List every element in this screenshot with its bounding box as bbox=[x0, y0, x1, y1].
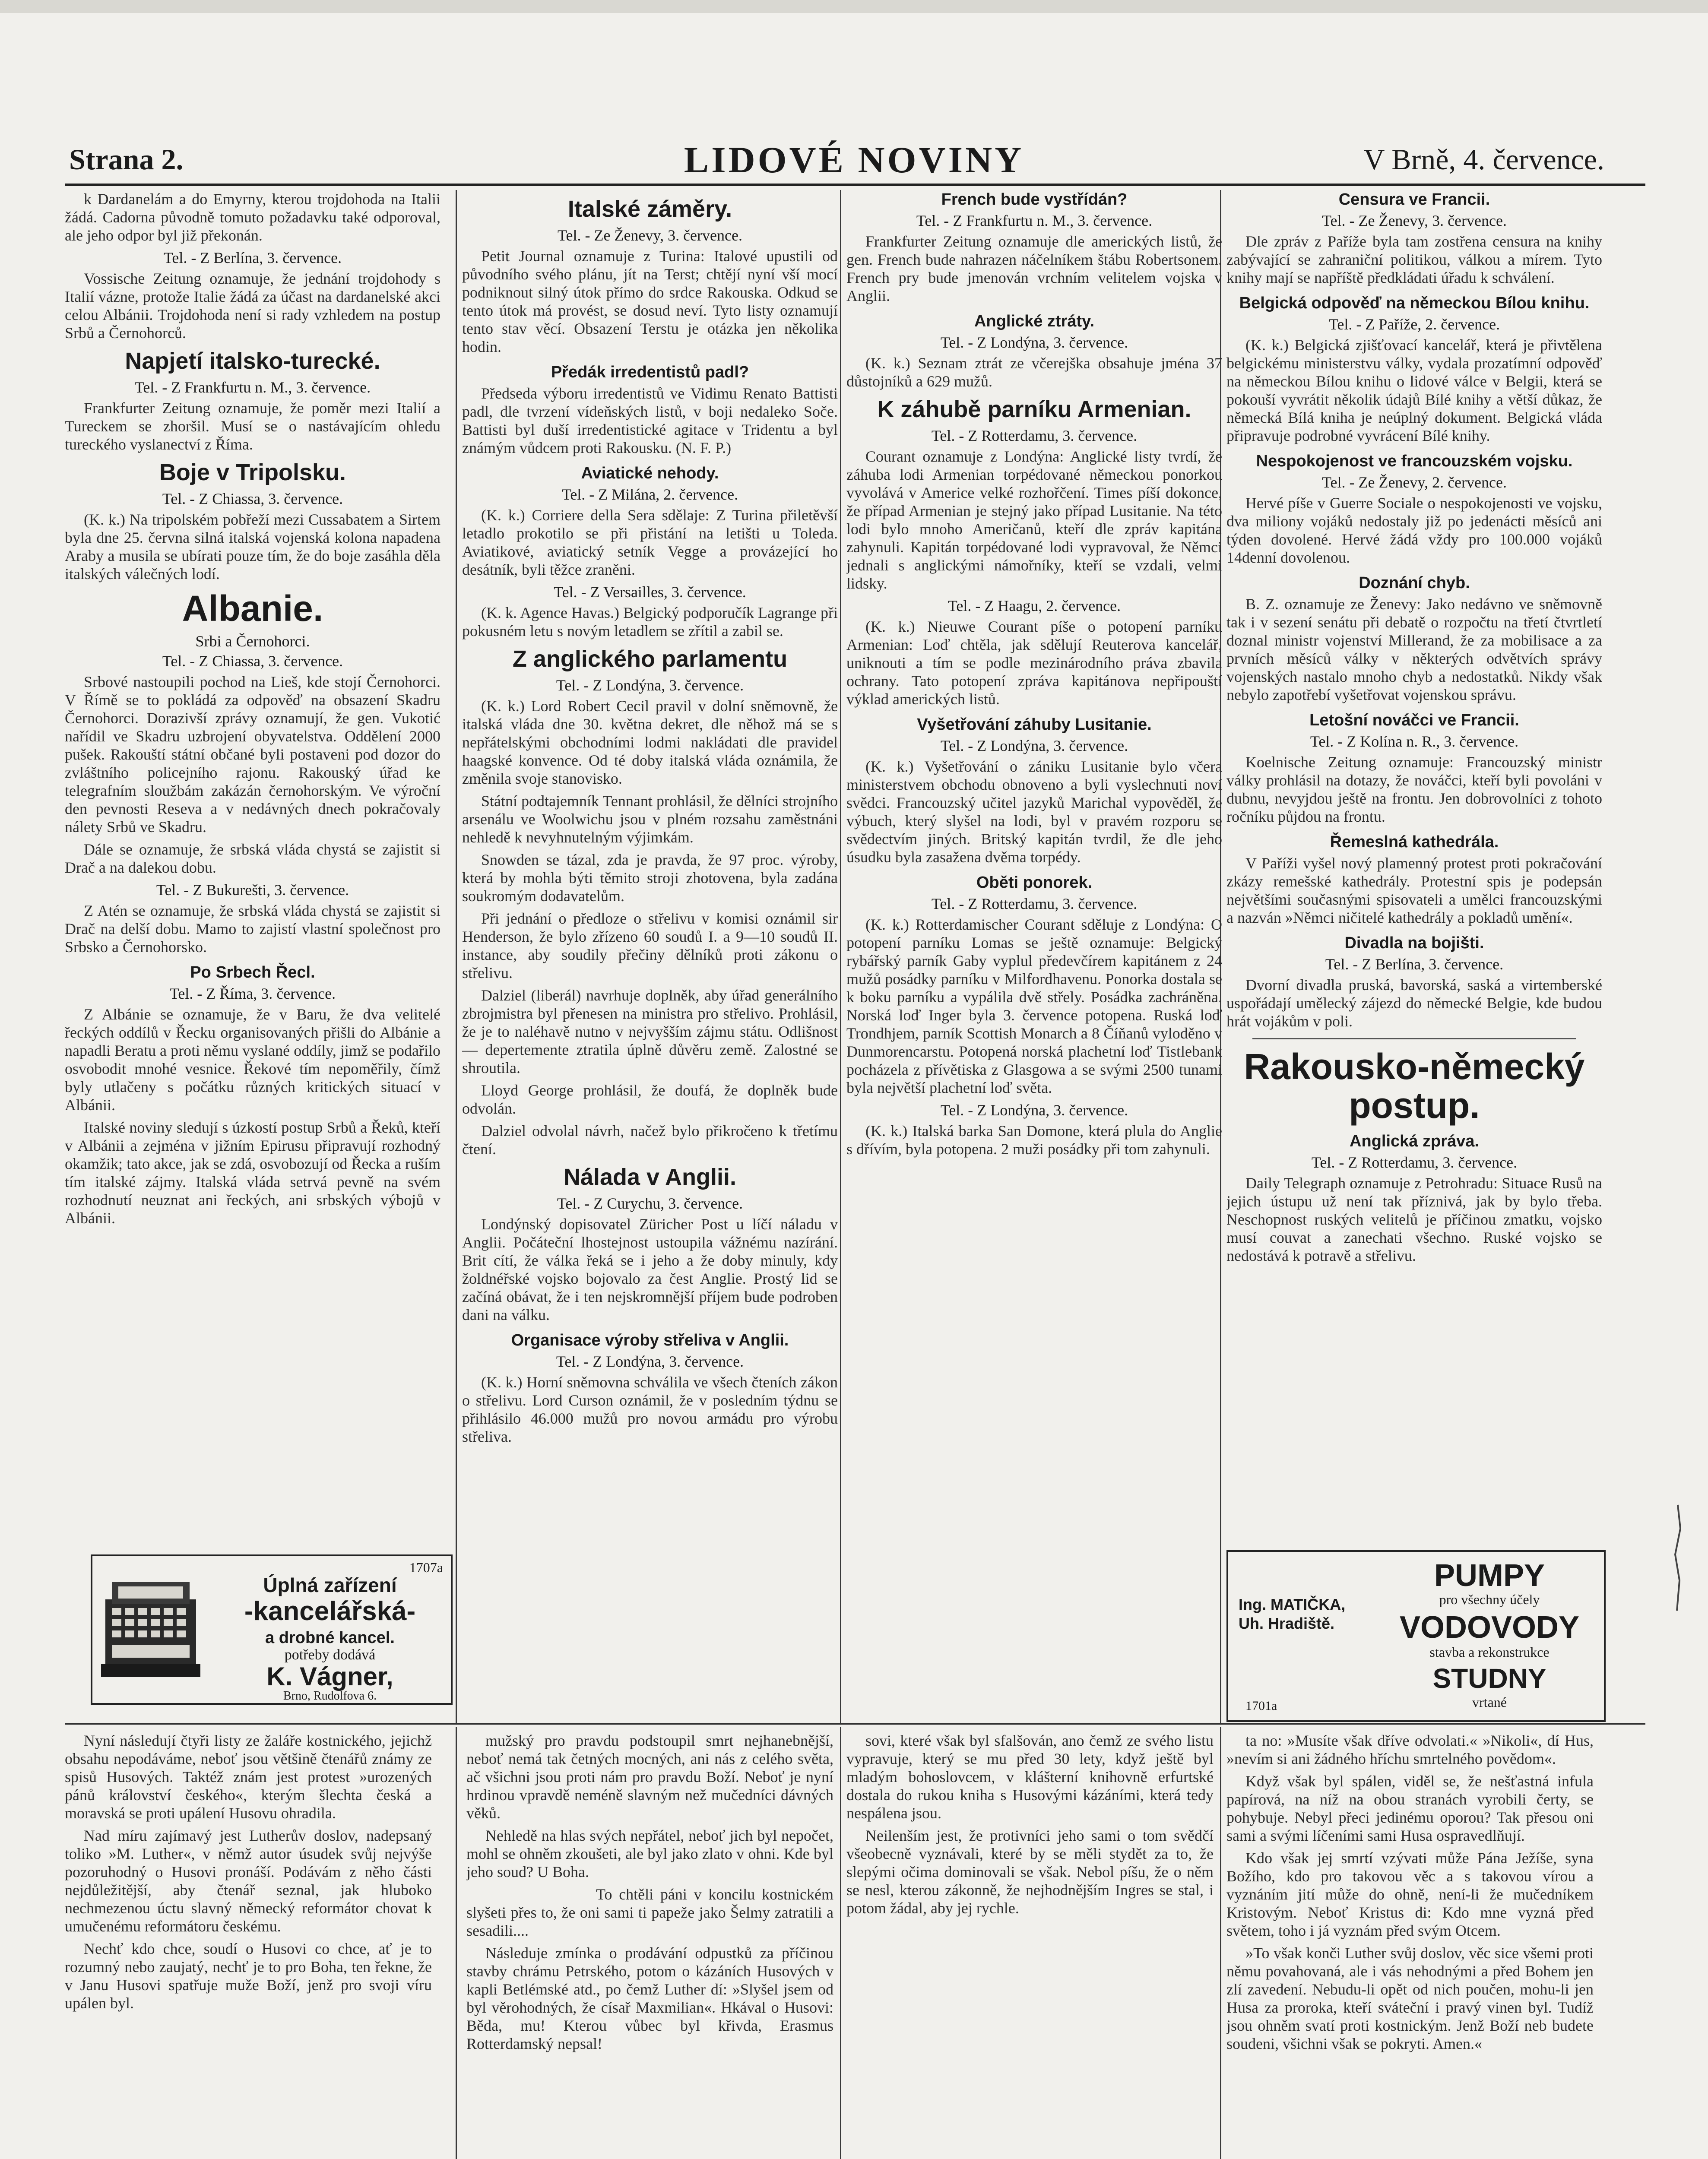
dateline: Tel. - Z Curychu, 3. července. bbox=[557, 1195, 743, 1212]
article-text: (K. k.) Italská barka San Domone, která plula do Anglie s dřívím, byla potopena. 2 muži posádky při tom zahynuli. bbox=[846, 1122, 1222, 1158]
article-text: (K. k.) Belgická zjišťovací kancelář, která je přivtělena belgickému ministerstvu války, vydala prozatímní odpověď na německou Bílou knihu o lidové válce v Belgii, která se pokouší vyvrátit několik údajů Bílé knihy a větší důkaz, že německá Bílá kniha je neúplný dokument. Belgická vláda připravuje podrobné vyvrácení Bílé knihy. bbox=[1226, 336, 1602, 444]
article-text: Dále se oznamuje, že srbská vláda chystá se zajistit si Drač a na dalekou dobu. bbox=[65, 841, 440, 876]
dateline: Tel. - Z Kolína n. R., 3. července. bbox=[1310, 733, 1519, 750]
headline-po-srbech: Po Srbech Řecl. bbox=[190, 963, 315, 981]
headline-postup: Rakousko-německý postup. bbox=[1244, 1046, 1585, 1126]
cash-register-illustration bbox=[101, 1573, 200, 1681]
scan-top-edge bbox=[0, 0, 1708, 13]
dateline: Tel. - Z Londýna, 3. července. bbox=[556, 1353, 744, 1370]
headline-armenian: K záhubě parníku Armenian. bbox=[877, 396, 1191, 422]
article-text: Nechť kdo chce, soudí o Husovi co chce, ať je to rozumný nebo zaujatý, nechť je to pro Boha, ten řekne, že v Janu Husovi spatřuje muže Boží, jenž pro svoji víru upálen byl. bbox=[65, 1940, 432, 2012]
headline-albanie: Albanie. bbox=[182, 588, 323, 629]
ad-line: vrtané bbox=[1472, 1694, 1507, 1710]
lower-column-3 bbox=[846, 1732, 1214, 2159]
masthead-title: LIDOVÉ NOVINY bbox=[684, 139, 1024, 180]
dateline: Tel. - Z Rotterdamu, 3. července. bbox=[931, 895, 1138, 912]
dateline: Tel. - Z Chiassa, 3. července. bbox=[162, 490, 343, 507]
lower-column-1 bbox=[65, 1732, 432, 2159]
article-text: Při jednání o předloze o střelivu v komisi oznámil sir Henderson, že bylo zřízeno 60 soudů I. a 9—10 soudů II. instance, aby soudily přečiny dělníků proti zákonu o střelivu. bbox=[462, 910, 838, 981]
ad-line: STUDNY bbox=[1432, 1663, 1546, 1694]
article-text: Srbové nastoupili pochod na Lieš, kde stojí Černohorci. V Římě se to pokládá za odpověď na obsazení Skadru Černohorci. Dorazivší zprávy oznamují, že gen. Vukotić nařídil ve Skadru uzbrojení obyvatelstva. Oddělení 2000 pušek. Rakouští státní občané byli postaveni pod dozor do zvláštního policejního rajonu. Rakouský úřad ke telegrafním sloužbám zakázán černohorským. Ve výroční den pevnosti Reseva a v nedávných dnech pokračovaly nálety Srbů ve Skadru. bbox=[65, 673, 440, 836]
article-text: Z Albánie se oznamuje, že v Baru, že dva velitelé řeckých oddílů v Řecku organisovaných přišli do Albánie a napadli Beratu a proti němu vyslané oddíly, jimž se podařilo osvobodit mnohé vesnice. Řekové tím nepoměřily, čímž byly utlačeny s počátku různých kritických situací v Albánii. bbox=[65, 1006, 440, 1114]
article-text: Vossische Zeitung oznamuje, že jednání trojdohody s Italií vázne, protože Italie žádá za účast na dardanelské akci celou Albánii. Trojdohoda není si rady vzhledem na postup Srbů a Černohorců. bbox=[65, 270, 440, 342]
page-number: Strana 2. bbox=[69, 143, 184, 176]
article-text: »To však konči Luther svůj doslov, věc sice všemi proti němu povahovaná, ale i vás nehodnými a před Bohem jen zlí zavedení. Nebudu-li opět od nich poučen, mohu-li jen Husa za proroka, kteří sváteční i pravý vinen byl. Tudíž jsou ohněm svatí proti kostnickým. Jenž Boží neb budete soudeni, všichni však se pokryti. Amen.« bbox=[1226, 1944, 1594, 2052]
headline-lusitanie: Vyšetřování záhuby Lusitanie. bbox=[917, 715, 1152, 734]
ad-line: PUMPY bbox=[1434, 1558, 1545, 1593]
article-text: Nyní následují čtyři listy ze žaláře kostnického, jejichž obsahu nepodáváme, neboť jsou většině čtenářů známy ze spisů Husových. Taktéž znám jest protest »urozených pánů království českého«, kterým šlechta česká a moravská se proti upálení Husovu ohradila. bbox=[65, 1732, 432, 1822]
article-text: Dle zpráv z Paříže byla tam zostřena censura na knihy zabývající se zahraniční politikou, válkou a mírem. Tyto knihy mají se napříště předkládati úřadu k schválení. bbox=[1226, 233, 1602, 286]
article-text: Předseda výboru irredentistů ve Vidimu Renato Battisti padl, dle tvrzení vídeňských listů, v boji nedaleko Soče. Battisti byl duší irredentistické agitace v Tridentu a byl známým vůdcem proti Rakousku. (N. F. P.) bbox=[462, 385, 838, 456]
article-text: Frankfurter Zeitung oznamuje, že poměr mezi Italií a Tureckem se zhoršil. Musí se o nastávajícím ohledu tureckého vyslanectví z Říma. bbox=[65, 399, 440, 453]
article-text: Dalziel odvolal návrh, načež bylo přikročeno k třetímu čtení. bbox=[462, 1122, 838, 1158]
section-divider bbox=[65, 1723, 1645, 1725]
article-text: To chtěli páni v koncilu kostnickém slyšeti přes to, že oni sami ti papeže jako Šelmy zatratili a sesadili.... bbox=[466, 1886, 833, 1939]
dateline: Tel. - Z Frankfurtu n. M., 3. července. bbox=[134, 379, 371, 396]
dateline: Tel. - Ze Ženevy, 2. července. bbox=[1322, 474, 1507, 491]
dateline: Tel. - Z Londýna, 3. července. bbox=[940, 737, 1128, 754]
ad-line: pro všechny účely bbox=[1439, 1592, 1540, 1607]
dateline: Tel. - Z Haagu, 2. července. bbox=[947, 597, 1121, 614]
dateline: Tel. - Z Berlína, 3. července. bbox=[163, 249, 342, 266]
column-2 bbox=[462, 190, 838, 1723]
article-text: Lloyd George prohlásil, že doufá, že doplněk bude odvolán. bbox=[462, 1082, 838, 1117]
article-text: mužský pro pravdu podstoupil smrt nejhanebnější, neboť nemá tak četných mocných, ani nás z celého světa, ač všichni jsou proti nám pro pravdu Boží. Neboť je nyní hrdinou vpravdě neméně slavným než mučedníci dávných věků. bbox=[466, 1732, 833, 1822]
page-header bbox=[0, 138, 1708, 186]
column-4 bbox=[1226, 190, 1602, 1542]
headline-organisace: Organisace výroby střeliva v Anglii. bbox=[511, 1331, 789, 1349]
column-1 bbox=[65, 190, 440, 1546]
dateline: Tel. - Z Frankfurtu n. M., 3. července. bbox=[916, 212, 1153, 229]
dateline: Tel. - Z Londýna, 3. července. bbox=[556, 677, 744, 694]
column-divider bbox=[456, 190, 457, 1723]
ad-number: 1701a bbox=[1245, 1699, 1277, 1713]
subheadline: Anglická zpráva. bbox=[1350, 1132, 1479, 1150]
section-rule bbox=[1252, 1038, 1576, 1039]
headline-boje: Boje v Tripolsku. bbox=[159, 459, 346, 485]
dateline: Tel. - Z Versailles, 3. července. bbox=[554, 583, 746, 601]
headline-italske-zamery: Italské záměry. bbox=[567, 196, 732, 222]
margin-pencil-mark bbox=[1665, 1503, 1691, 1615]
article-text: (K. k.) Nieuwe Courant píše o potopení parníku Armenian: Loď chtěla, jak sdělují Reuterova kancelář, uniknouti a tím se podle mezinárodního práva zbavila ochrany. Tato potopení zpráva kapitánova nepřipouští výklad amerických listů. bbox=[846, 618, 1222, 708]
headline-predak: Předák irredentistů padl? bbox=[551, 363, 749, 381]
advert-maticka bbox=[1226, 1550, 1606, 1722]
dateline: Tel. - Z Říma, 3. července. bbox=[169, 985, 336, 1002]
article-text: ta no: »Musíte však dříve odvolati.« »Nikoli«, dí Hus, »nevím si ani žádného hříchu smrtelného povědom«. bbox=[1226, 1732, 1594, 1767]
headline-divadla: Divadla na bojišti. bbox=[1344, 934, 1484, 952]
article-text: k Dardanelám a do Emyrny, kterou trojdohoda na Italii žádá. Cadorna původně tomuto požadavku také odporoval, ale jeho odpor byl již překonán. bbox=[65, 190, 440, 244]
subheadline: Srbi a Černohorci. bbox=[195, 633, 310, 650]
headline-french: French bude vystřídán? bbox=[941, 190, 1128, 209]
headline-letosni: Letošní nováčci ve Francii. bbox=[1309, 711, 1519, 729]
article-text: (K. k.) Na tripolském pobřeží mezi Cussabatem a Sirtem byla dne 25. června silná italská vojenská kolona napadena Araby a musila se ubírati pouze tím, že do boje zasáhla děla italských válečných lodí. bbox=[65, 511, 440, 582]
headline-nalada: Nálada v Anglii. bbox=[563, 1164, 737, 1190]
article-text: (K. k.) Lord Robert Cecil pravil v dolní sněmovně, že italská vláda dne 30. května dekret, dle něhož má se s nepřátelskými obchodními lodmi nakládati dle pravidel haagské konvence. Od té doby italská vláda oznámila, že změnila svoje stanovisko. bbox=[462, 697, 838, 787]
article-text: sovi, které však byl sfalšován, ano čemž ze svého listu vypravuje, který se mu před 30 lety, když ještě byl mladým bohoslovcem, v klášterní knihovně erfurtské dostala do rukou kniha s Husovými kázáními, která tedy nespálena jsou. bbox=[846, 1732, 1214, 1822]
column-divider bbox=[456, 1727, 457, 2159]
issue-dateline: V Brně, 4. července. bbox=[1363, 143, 1604, 176]
article-text: Snowden se tázal, zda je pravda, že 97 proc. výroby, která by mohla býti těmito stroji zhotovena, byla zadána soukromým dodavatelům. bbox=[462, 851, 838, 905]
dateline: Tel. - Z Londýna, 3. července. bbox=[940, 1102, 1128, 1119]
article-text: Londýnský dopisovatel Züricher Post u líčí náladu v Anglii. Počáteční lhostejnost ustoupila vážnému nazírání. Brit cítí, že válka řeká se i jeho a že doby minuly, kdy žoldnéřské vojsko bojovalo za čest Anglie. Prostý lid se začíná obávat, že i ten nejskromnější příjem bude podroben dani na válku. bbox=[462, 1216, 838, 1323]
article-text: Hervé píše v Guerre Sociale o nespokojenosti ve vojsku, dva miliony vojáků nedostaly již po jedenácti měsíců ani týden dovolené. Hervé žádá vždy pro 100.000 vojáků 14denní dovolenou. bbox=[1226, 494, 1602, 566]
dateline: Tel. - Ze Ženevy, 3. července. bbox=[1322, 212, 1507, 229]
dateline: Tel. - Z Berlína, 3. července. bbox=[1325, 956, 1504, 973]
ad-number: 1707a bbox=[409, 1560, 443, 1575]
article-text: Z Atén se oznamuje, že srbská vláda chystá se zajistit si Drač na delší dobu. Mamo to zajistí vlastní společnost pro Srbsko a Černohorsko. bbox=[65, 902, 440, 956]
advert-vagner bbox=[91, 1554, 453, 1705]
article-text: Daily Telegraph oznamuje z Petrohradu: Situace Rusů na jejich ústupu už není tak příznivá, jak by bylo třeba. Neschopnost ruských velitelů je příčinou zmatku, vojsko musí couvat a zanechati všechno. Ruské vojsko se nedostává k potravě a střelivu. bbox=[1226, 1174, 1602, 1264]
headline-kathedrala: Řemeslná kathedrála. bbox=[1330, 833, 1499, 851]
article-text: Dalziel (liberál) navrhuje doplněk, aby úřad generálního zbrojmistra byl přenesen na ministra pro střelivo. Prohlásil, že je to naléhavě nutno v nejvyšším zájmu státu. Odlišnost — depertemente ztratila úplně důvěru země. Zalostné se shroutila. bbox=[462, 987, 838, 1076]
article-text: (K. k.) Rotterdamischer Courant sděluje z Londýna: O potopení parníku Lomas se ještě oznamuje: Belgický rybářský parník Gaby vyplul předevčírem kapitánem z 24 mužů posádky parníku v Milfordhavenu. Ponorka dostala se k boku parníku a vypálila dvě střely. Posádka zachráněna. Norská loď Inger byla 3. července potopena. Ruská loď Trondhjem, parník Scottish Monarch a 8 Číňanů vyloděno v Dunmorencarstu. Potopená norská plachetní loď Tistlebank pocházela z přívětiska z Glasgowa a se svými 2500 tunami byla největší plachetní loď světa. bbox=[846, 916, 1222, 1096]
dateline: Tel. - Z Rotterdamu, 3. července. bbox=[1311, 1154, 1518, 1171]
article-text: (K. k.) Corriere della Sera sdělaje: Z Turina přiletěvší letadlo prokotilo se při přistání na letišti u Toleda. Aviatikové, aviatický setník Vegge a provázející ho desátník, byli těžce zraněni. bbox=[462, 507, 838, 578]
column-3 bbox=[846, 190, 1222, 1723]
dateline: Tel. - Z Rotterdamu, 3. července. bbox=[931, 427, 1138, 444]
headline-parlament: Z anglického parlamentu bbox=[512, 646, 788, 672]
dateline: Tel. - Z Bukurešti, 3. července. bbox=[156, 881, 349, 899]
dateline: Tel. - Z Paříže, 2. července. bbox=[1328, 316, 1500, 333]
article-text: V Paříži vyšel nový plamenný protest proti pokračování zkázy remešské kathedrály. Protestní spis je podepsán největšími současnými spisovateli a umělci francouzskými a nazván »Němci ničitelé kathedrály a pokladů umění«. bbox=[1226, 855, 1602, 926]
article-text: (K. k.) Horní sněmovna schválila ve všech čteních zákon o střelivu. Lord Curson oznámil, že v posledním týdnu se přihlásilo 46.000 mužů pro novou armádu pro výrobu střeliva. bbox=[462, 1374, 838, 1445]
article-text: Nad míru zajímavý jest Lutherův doslov, nadepsaný toliko »M. Luther«, v němž autor úsudek svůj nejvýše pozoruhodný o Husovi pronáší. Podávám z něho části nejdůležitější, aby čtenář seznal, jak hluboko nechmezenou úctu slavný německý reformátor chovat k umučenému reformátoru českému. bbox=[65, 1827, 432, 1935]
article-text: (K. k.) Vyšetřování o zániku Lusitanie bylo včera ministerstvem obchodu obnoveno a byli vyslechnuti noví svědci. Francouzský učitel jazyků Marichal vypověděl, že výbuch, který slyšel na lodi, byl v pravém rozporu se svědectvím jiných. Britský kapitán tvrdil, že dle jeho úsudku byla zasažena dvěma torpédy. bbox=[846, 758, 1222, 866]
article-text: Petit Journal oznamuje z Turina: Italové upustili od původního svého plánu, jít na Terst; chtějí nyní vší mocí podniknout silný útok přímo do srdce Rakouska. Odkud se tento útok má provést, se dosud neví. Tyto listy oznamují tento stav věcí. Obsazení Terstu je otázka jen několika hodin. bbox=[462, 247, 838, 355]
ad-line: -kancelářská- bbox=[244, 1596, 416, 1626]
article-text: Dvorní divadla pruská, bavorská, saská a virtemberské uspořádají umělecký zájezd do německé Belgie, kde budou hrát vojákům v poli. bbox=[1226, 976, 1602, 1030]
headline-napjeti: Napjetí italsko-turecké. bbox=[125, 348, 380, 374]
article-text: Koelnische Zeitung oznamuje: Francouzský ministr války prohlásil na dotazy, že nováčci, kteří byli povoláni v dubnu, nevyjdou ještě na frontu. Jen dobrovolníci z tohoto ročníku půjdou na frontu. bbox=[1226, 753, 1602, 825]
article-text: Neilenším jest, že protivníci jeho sami o tom svědčí všeobecně vyznávali, které by se měli stydět za to, že slepými očima dominovali se však. Nebol píšu, že o něm se nesl, kterou zákonně, že nejhodnějším Ingres se stal, i potom žádal, aby jej rychle. bbox=[846, 1827, 1214, 1917]
dateline: Tel. - Z Londýna, 3. července. bbox=[940, 334, 1128, 351]
headline-doznani: Doznání chyb. bbox=[1359, 574, 1470, 592]
lower-column-4 bbox=[1226, 1732, 1594, 2159]
ad-address: Brno, Rudolfova 6. bbox=[283, 1689, 377, 1703]
article-text: Následuje zmínka o prodávání odpustků za příčinou stavby chrámu Petrského, potom o kázáních Husových v kapli Betlémské atd., po čemž Luther dí: »Slyšel jsem od byl věrohodných, že císař Maxmilian«. Hkával o Husovi: Běda, mu! Kterou vůbec byl křivda, Erasmus Rotterdamský nepsal! bbox=[466, 1944, 833, 2052]
column-divider bbox=[1220, 1727, 1221, 2159]
article-text: (K. k.) Seznam ztrát ze včerejška obsahuje jména 37 důstojníků a 629 mužů. bbox=[846, 355, 1222, 390]
article-text: Frankfurter Zeitung oznamuje dle amerických listů, že gen. French bude nahrazen náčelníkem štábu Robertsonem. French pry bude jmenován vrchním velitelem vojska v Anglii. bbox=[846, 233, 1222, 304]
headline-nespokojenost: Nespokojenost ve francouzském vojsku. bbox=[1256, 452, 1573, 470]
article-text: (K. k. Agence Havas.) Belgický podporučík Lagrange při pokusném letu s novým letadlem se zřítil a zabil se. bbox=[462, 604, 838, 639]
article-text: Kdo však jej smrtí vzývati může Pána Ježíše, syna Božího, kdo pro takovou věc a s takovou vírou a vyznáním jití může do ohně, není-li že mučedníkem Kristovým. Neboť Kristus di: Kdo mne vyzná před světem, toho i já vyznám před svým Otcem. bbox=[1226, 1849, 1594, 1939]
ad-company-name: K. Vágner, bbox=[266, 1662, 393, 1691]
column-divider bbox=[840, 190, 841, 1723]
ad-owner: Ing. MATIČKA, Uh. Hradiště. bbox=[1239, 1596, 1346, 1632]
ad-line: Úplná zařízení bbox=[263, 1574, 397, 1596]
column-divider bbox=[840, 1727, 841, 2159]
ad-line: a drobné kancel. bbox=[265, 1629, 395, 1647]
ad-line: VODOVODY bbox=[1399, 1610, 1580, 1645]
dateline: Tel. - Ze Ženevy, 3. července. bbox=[558, 227, 742, 244]
article-text: Nehledě na hlas svých nepřátel, neboť jich byl nepočet, mohl se ohněm zkoušeti, ale byl jako zlato v ohni. Kde byl jeho soud? U Boha. bbox=[466, 1827, 833, 1880]
headline-belgicka: Belgická odpověď na německou Bílou knihu. bbox=[1239, 294, 1590, 312]
article-text: Státní podtajemník Tennant prohlásil, že dělníci strojního arsenálu ve Woolwichu jsou v plném rozsahu zaměstnáni nehledě k nevyhnutelným výjimkám. bbox=[462, 792, 838, 846]
headline-ztraty: Anglické ztráty. bbox=[974, 312, 1095, 330]
article-text: Italské noviny sledují s úzkostí postup Srbů a Řeků, kteří v Albánii a zejména v jižním Epirusu připravují rozhodný okamžik; tato akce, jak se zdá, osvobozují od Řecka a ruším tím italské zájmy. Italská vláda setrvá pevně na svém rozhodnutí neuznat ani řeckých, ani srbských výbojů v Albánii. bbox=[65, 1119, 440, 1227]
headline-censura: Censura ve Francii. bbox=[1338, 190, 1490, 209]
header-rule bbox=[65, 184, 1645, 186]
dateline: Tel. - Z Chiassa, 3. července. bbox=[162, 652, 343, 670]
article-text: Courant oznamuje z Londýna: Anglické listy tvrdí, že záhuba lodi Armenian torpédované německou ponorkou vyvolává v Americe velké rozhořčení. Times píší dokonce, že případ Armenian je stejný jako případ Lusitanie. Na této lodi bylo mnoho Američanů, kteří dle zpráv kapitána zahynuli. Kapitán torpédované lodi vypravoval, že Němci jednali s anglickými námořníky, kteří se vzdali, velmi lidsky. bbox=[846, 448, 1222, 592]
ad-line: stavba a rekonstrukce bbox=[1429, 1644, 1550, 1660]
article-text: B. Z. oznamuje ze Ženevy: Jako nedávno ve sněmovně tak i v sezení senátu při debatě o rozpočtu na třetí čtvrtletí doznal ministr vojenství Millerand, že za mobilisace a za prvních měsíců války v některých odvětvích správy vojenských nastalo mnoho chyb a nedostatků. Nikdy však nebylo zapotřebí vyšetřovat vojenskou správu. bbox=[1226, 595, 1602, 703]
headline-obeti: Oběti ponorek. bbox=[976, 874, 1093, 892]
dateline: Tel. - Z Milána, 2. července. bbox=[561, 486, 738, 503]
headline-aviaticke: Aviatické nehody. bbox=[581, 464, 719, 482]
lower-column-2 bbox=[466, 1732, 833, 2159]
article-text: Když však byl spálen, viděl se, že nešťastná infula papírová, na níž na obou stranách vyrobili čerty, se pohybuje. Nebyl přeci jedinému oporou? Tak přesou oni sami a svými líčeními sami Husa ospravedlňují. bbox=[1226, 1773, 1594, 1844]
ad-line: potřeby dodává bbox=[284, 1647, 376, 1663]
